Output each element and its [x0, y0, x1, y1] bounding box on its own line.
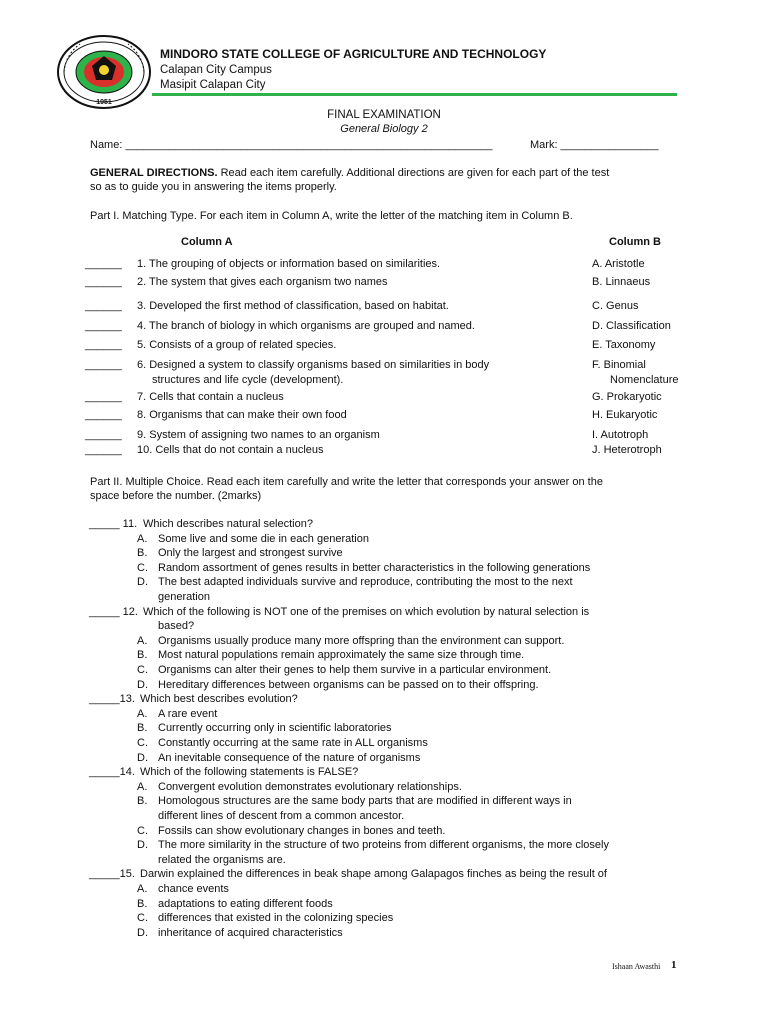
institution-name: MINDORO STATE COLLEGE OF AGRICULTURE AND TECHNOLOGY [160, 47, 547, 61]
choice-text: Hereditary differences between organisms can be passed on to their offspring. [158, 678, 539, 691]
choice-letter: C. [137, 664, 148, 676]
choice-letter: C. [137, 561, 148, 574]
choice-text: inheritance of acquired characteristics [158, 926, 343, 939]
choice-letter: A. [137, 883, 148, 895]
answer-blank: ______ [85, 320, 122, 332]
column-a-item: 10. Cells that do not contain a nucleus [137, 444, 324, 456]
column-b-item: I. Autotroph [592, 429, 649, 441]
choice-text: The best adapted individuals survive and reproduce, contributing the most to the next [158, 576, 573, 589]
choice-text: An inevitable consequence of the nature of organisms [158, 751, 421, 764]
choice-text: chance events [158, 883, 229, 895]
column-b-heading: Column B [609, 236, 661, 248]
column-b-item: A. Aristotle [592, 258, 645, 270]
choice-letter: C. [137, 912, 148, 925]
campus-address: Masipit Calapan City [160, 79, 266, 91]
choice-letter: C. [137, 737, 148, 749]
column-a-item: 5. Consists of a group of related species. [137, 339, 337, 351]
choice-letter: C. [137, 824, 148, 837]
question-number: _____ 12. [89, 605, 138, 618]
choice-letter: B. [137, 897, 148, 910]
column-b-item: D. Classification [592, 320, 671, 332]
choice-letter: A. [137, 780, 148, 793]
column-a-heading: Column A [181, 236, 233, 248]
directions-heading: GENERAL DIRECTIONS. [90, 167, 218, 179]
column-a-item: 1. The grouping of objects or information based on similarities. [137, 258, 441, 270]
choice-letter: D. [137, 678, 148, 691]
choice-letter: B. [137, 795, 148, 808]
exam-title: FINAL EXAMINATION [327, 109, 441, 121]
choice-text: adaptations to eating different foods [158, 897, 333, 910]
choice-text: Some live and some die in each generation [158, 532, 369, 545]
column-a-item-continued: structures and life cycle (development). [152, 374, 344, 386]
question-number: _____14. [89, 766, 135, 779]
column-b-item: H. Eukaryotic [592, 409, 658, 421]
part2-instruction-line2: space before the number. (2marks) [90, 490, 262, 502]
college-seal-logo [56, 34, 152, 110]
choice-letter: B. [137, 722, 148, 735]
choice-text: Most natural populations remain approximately the same size through time. [158, 649, 525, 662]
column-b-item: J. Heterotroph [592, 444, 662, 456]
answer-blank: ______ [85, 339, 122, 351]
directions-line1: Read each item carefully. Additional directions are given for each part of the test [217, 167, 610, 179]
answer-blank: ______ [85, 276, 122, 288]
question-text-continued: based? [158, 620, 195, 633]
question-text: Which of the following statements is FALSE? [140, 766, 359, 779]
answer-blank: ______ [85, 429, 122, 441]
column-b-item: F. Binomial [592, 359, 646, 371]
choice-letter: D. [137, 839, 148, 852]
question-number: _____13. [89, 693, 135, 706]
part2-instruction-line1: Part II. Multiple Choice. Read each item carefully and write the letter that corresponds your answer on the [90, 476, 603, 488]
header-divider [152, 93, 677, 96]
column-a-item: 8. Organisms that can make their own food [137, 409, 347, 421]
column-a-item: 3. Developed the first method of classification, based on habitat. [137, 300, 449, 312]
choice-text: Organisms usually produce many more offspring than the environment can support. [158, 634, 565, 647]
column-b-item: B. Linnaeus [592, 276, 651, 288]
choice-text-continued: generation [158, 591, 210, 603]
choice-text: A rare event [158, 707, 218, 720]
choice-text: The more similarity in the structure of two proteins from different organisms, the more closely [158, 839, 609, 852]
choice-text: differences that existed in the colonizing species [158, 912, 394, 925]
column-a-item: 6. Designed a system to classify organisms based on similarities in body [137, 359, 490, 371]
column-a-item: 7. Cells that contain a nucleus [137, 391, 284, 403]
column-a-item: 2. The system that gives each organism two names [137, 276, 388, 288]
question-text: Which best describes evolution? [140, 693, 298, 706]
choice-text-continued: related the organisms are. [158, 853, 286, 866]
question-number: _____ 11. [89, 518, 138, 530]
choice-text: Only the largest and strongest survive [158, 547, 343, 560]
column-a-item: 9. System of assigning two names to an organism [137, 429, 380, 441]
choice-letter: A. [137, 634, 148, 647]
choice-letter: D. [137, 926, 148, 939]
answer-blank: ______ [85, 300, 122, 312]
part1-instruction: Part I. Matching Type. For each item in Column A, write the letter of the matching item in Column B. [90, 210, 573, 222]
choice-letter: B. [137, 547, 148, 560]
column-b-item-continued: Nomenclature [610, 374, 679, 386]
answer-blank: ______ [85, 444, 122, 456]
answer-blank: ______ [85, 409, 122, 421]
general-directions [90, 167, 609, 179]
page-number: 1 [671, 959, 677, 971]
choice-letter: B. [137, 649, 148, 662]
column-a-item: 4. The branch of biology in which organisms are grouped and named. [137, 320, 475, 332]
seal-year: 1951 [96, 99, 112, 106]
answer-blank: ______ [85, 359, 122, 371]
choice-letter: A. [137, 707, 148, 720]
footer-author: Ishaan Awasthi [612, 962, 661, 971]
choice-text: Random assortment of genes results in better characteristics in the following generations [158, 561, 591, 574]
campus-name: Calapan City Campus [160, 64, 272, 76]
choice-letter: D. [137, 751, 148, 764]
mark-field-label: Mark: ________________ [530, 139, 659, 151]
directions-line2: so as to guide you in answering the items properly. [90, 181, 337, 193]
choice-letter: A. [137, 532, 148, 545]
exam-subject: General Biology 2 [340, 123, 428, 135]
choice-letter: D. [137, 576, 148, 589]
column-b-item: C. Genus [592, 300, 639, 312]
answer-blank: ______ [85, 258, 122, 270]
name-field-label: Name: ____________________________________________________________ [90, 139, 493, 151]
column-b-item: E. Taxonomy [592, 339, 656, 351]
choice-text: Homologous structures are the same body parts that are modified in different ways in [158, 795, 572, 808]
choice-text: Organisms can alter their genes to help them survive in a particular environment. [158, 664, 552, 676]
choice-text: Fossils can show evolutionary changes in bones and teeth. [158, 824, 446, 837]
choice-text: Convergent evolution demonstrates evolutionary relationships. [158, 780, 462, 793]
answer-blank: ______ [85, 391, 122, 403]
question-text: Which of the following is NOT one of the premises on which evolution by natural selection is [143, 605, 590, 618]
question-text: Which describes natural selection? [143, 518, 313, 530]
choice-text: Currently occurring only in scientific laboratories [158, 722, 392, 735]
column-b-item: G. Prokaryotic [592, 391, 662, 403]
choice-text-continued: different lines of descent from a common ancestor. [158, 810, 405, 822]
question-text: Darwin explained the differences in beak shape among Galapagos finches as being the result of [140, 868, 607, 881]
choice-text: Constantly occurring at the same rate in ALL organisms [158, 737, 428, 749]
question-number: _____15. [89, 868, 135, 881]
